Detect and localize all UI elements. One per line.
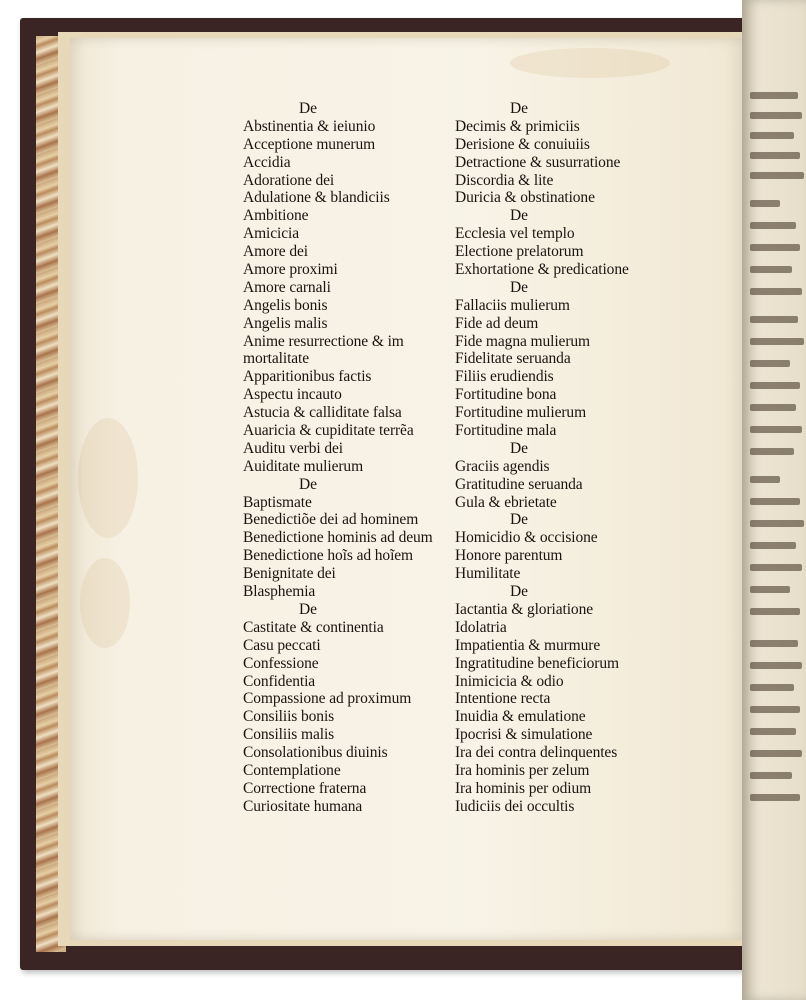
- section-heading: De: [510, 207, 528, 225]
- index-entry: Fidelitate seruanda: [455, 350, 571, 368]
- index-entry: Ipocrisi & simulatione: [455, 726, 593, 744]
- bleed-text: [750, 542, 796, 549]
- index-entry: Ecclesia vel templo: [455, 225, 575, 243]
- index-entry: Fallaciis mulierum: [455, 296, 570, 314]
- index-entry: Aspectu incauto: [243, 386, 342, 404]
- bleed-text: [750, 426, 802, 433]
- index-entry: Confessione: [243, 654, 319, 672]
- bleed-text: [750, 706, 800, 713]
- index-entry: Ira hominis per zelum: [455, 761, 590, 779]
- index-entry: Inimicicia & odio: [455, 672, 564, 690]
- index-entry: Adulatione & blandiciis: [243, 189, 390, 207]
- index-entry: Fide ad deum: [455, 314, 539, 332]
- bleed-text: [750, 586, 790, 593]
- bleed-text: [750, 288, 802, 295]
- bleed-text: [750, 382, 800, 389]
- index-entry: Compassione ad proximum: [243, 690, 412, 708]
- index-entry: Fortitudine bona: [455, 386, 557, 404]
- index-entry: Iactantia & gloriatione: [455, 600, 594, 618]
- index-entry: Anime resurrectione & im: [243, 332, 404, 350]
- index-entry: Correctione fraterna: [243, 779, 367, 797]
- index-entry: Curiositate humana: [243, 797, 363, 815]
- index-entry: Discordia & lite: [455, 171, 554, 189]
- index-entry: Contemplatione: [243, 761, 341, 779]
- index-entry: Duricia & obstinatione: [455, 189, 595, 207]
- index-entry: Benedictione hoĩs ad hoĩem: [243, 547, 414, 565]
- index-entry: Blasphemia: [243, 583, 316, 601]
- index-entry: Exhortatione & predicatione: [455, 261, 629, 279]
- bleed-text: [750, 132, 794, 139]
- index-entry: Casu peccati: [243, 636, 321, 654]
- index-entry: Angelis malis: [243, 314, 328, 332]
- index-entry: Homicidio & occisione: [455, 529, 598, 547]
- index-entry: Ira hominis per odium: [455, 779, 592, 797]
- index-entry: Electione prelatorum: [455, 243, 584, 261]
- bleed-text: [750, 152, 800, 159]
- bleed-text: [750, 448, 794, 455]
- section-heading: De: [299, 100, 317, 117]
- bleed-text: [750, 360, 790, 367]
- bleed-text: [750, 564, 802, 571]
- index-entry: Abstinentia & ieiunio: [243, 117, 376, 135]
- index-column-right: [455, 100, 629, 816]
- bleed-text: [750, 266, 792, 273]
- bleed-text: [750, 750, 802, 757]
- bleed-text: [750, 172, 804, 179]
- index-entry: Inuidia & emulatione: [455, 708, 586, 726]
- index-entry: Confidentia: [243, 672, 316, 690]
- index-entry: Adoratione dei: [243, 171, 335, 189]
- index-entry: Consiliis bonis: [243, 708, 335, 726]
- index-entry: Intentione recta: [455, 690, 551, 708]
- index-entry: Gratitudine seruanda: [455, 475, 583, 493]
- index-entry: Amore carnali: [243, 278, 331, 296]
- index-entry: Iudiciis dei occultis: [455, 797, 575, 815]
- index-entry: Auaricia & cupiditate terrẽa: [243, 422, 414, 440]
- index-entry: Humilitate: [455, 565, 521, 583]
- index-entry: Idolatria: [455, 618, 507, 636]
- index-entry: Ambitione: [243, 207, 309, 225]
- bleed-text: [750, 640, 798, 647]
- bleed-text: [750, 338, 804, 345]
- section-heading: De: [510, 100, 528, 117]
- index-entry: Fortitudine mala: [455, 422, 557, 440]
- foxing-stain: [510, 48, 670, 78]
- index-entry: Benignitate dei: [243, 565, 336, 583]
- bleed-text: [750, 404, 796, 411]
- index-entry: Ingratitudine beneficiorum: [455, 654, 619, 672]
- bleed-text: [750, 728, 796, 735]
- bleed-text: [750, 794, 800, 801]
- bleed-text: [750, 222, 796, 229]
- index-entry: Benedictione hominis ad deum: [243, 529, 433, 547]
- index-entry: Benedictiõe dei ad hominem: [243, 511, 419, 529]
- index-entry: Consiliis malis: [243, 726, 335, 744]
- bleed-text: [750, 316, 798, 323]
- bleed-text: [750, 476, 780, 483]
- index-entry: Accidia: [243, 153, 291, 171]
- right-page-edge: [742, 0, 806, 1000]
- bleed-text: [750, 200, 780, 207]
- index-entry: Amore dei: [243, 243, 308, 261]
- section-heading: De: [510, 583, 528, 601]
- bleed-text: [750, 244, 800, 251]
- index-entry: Auditu verbi dei: [243, 439, 343, 457]
- bleed-text: [750, 684, 794, 691]
- index-entry: Amicicia: [243, 225, 300, 243]
- index-entry: Astucia & calliditate falsa: [243, 404, 402, 422]
- index-entry: Detractione & susurratione: [455, 153, 621, 171]
- index-entry: Gula & ebrietate: [455, 493, 557, 511]
- index-entry: Derisione & conuiuiis: [455, 135, 590, 153]
- index-entry: Auiditate mulierum: [243, 457, 364, 475]
- section-heading: De: [510, 439, 528, 457]
- index-column-left: [243, 100, 433, 816]
- index-entry: Impatientia & murmure: [455, 636, 601, 654]
- index-entry: Apparitionibus factis: [243, 368, 372, 386]
- section-heading: De: [299, 600, 317, 618]
- index-entry: mortalitate: [243, 350, 310, 368]
- index-entry: Angelis bonis: [243, 296, 328, 314]
- index-entry: Fide magna mulierum: [455, 332, 590, 350]
- index-entry: Ira dei contra delinquentes: [455, 744, 618, 762]
- section-heading: De: [299, 475, 317, 493]
- index-entry: Castitate & continentia: [243, 618, 384, 636]
- bleed-text: [750, 112, 802, 119]
- section-heading: De: [510, 278, 528, 296]
- index-entry: Filiis erudiendis: [455, 368, 554, 386]
- section-heading: De: [510, 511, 528, 529]
- bleed-text: [750, 772, 792, 779]
- foxing-stain: [78, 418, 138, 538]
- index-entry: Fortitudine mulierum: [455, 404, 587, 422]
- index-entry: Decimis & primiciis: [455, 117, 580, 135]
- index-entry: Honore parentum: [455, 547, 563, 565]
- index-entry: Baptismate: [243, 493, 312, 511]
- index-entry: Amore proximi: [243, 261, 338, 279]
- bleed-text: [750, 520, 804, 527]
- bleed-text: [750, 608, 800, 615]
- bleed-text: [750, 662, 802, 669]
- index-entry: Graciis agendis: [455, 457, 550, 475]
- index-entry: Acceptione munerum: [243, 135, 376, 153]
- bleed-text: [750, 498, 800, 505]
- index-entry: Consolationibus diuinis: [243, 744, 388, 762]
- bleed-text: [750, 92, 798, 99]
- foxing-stain: [80, 558, 130, 648]
